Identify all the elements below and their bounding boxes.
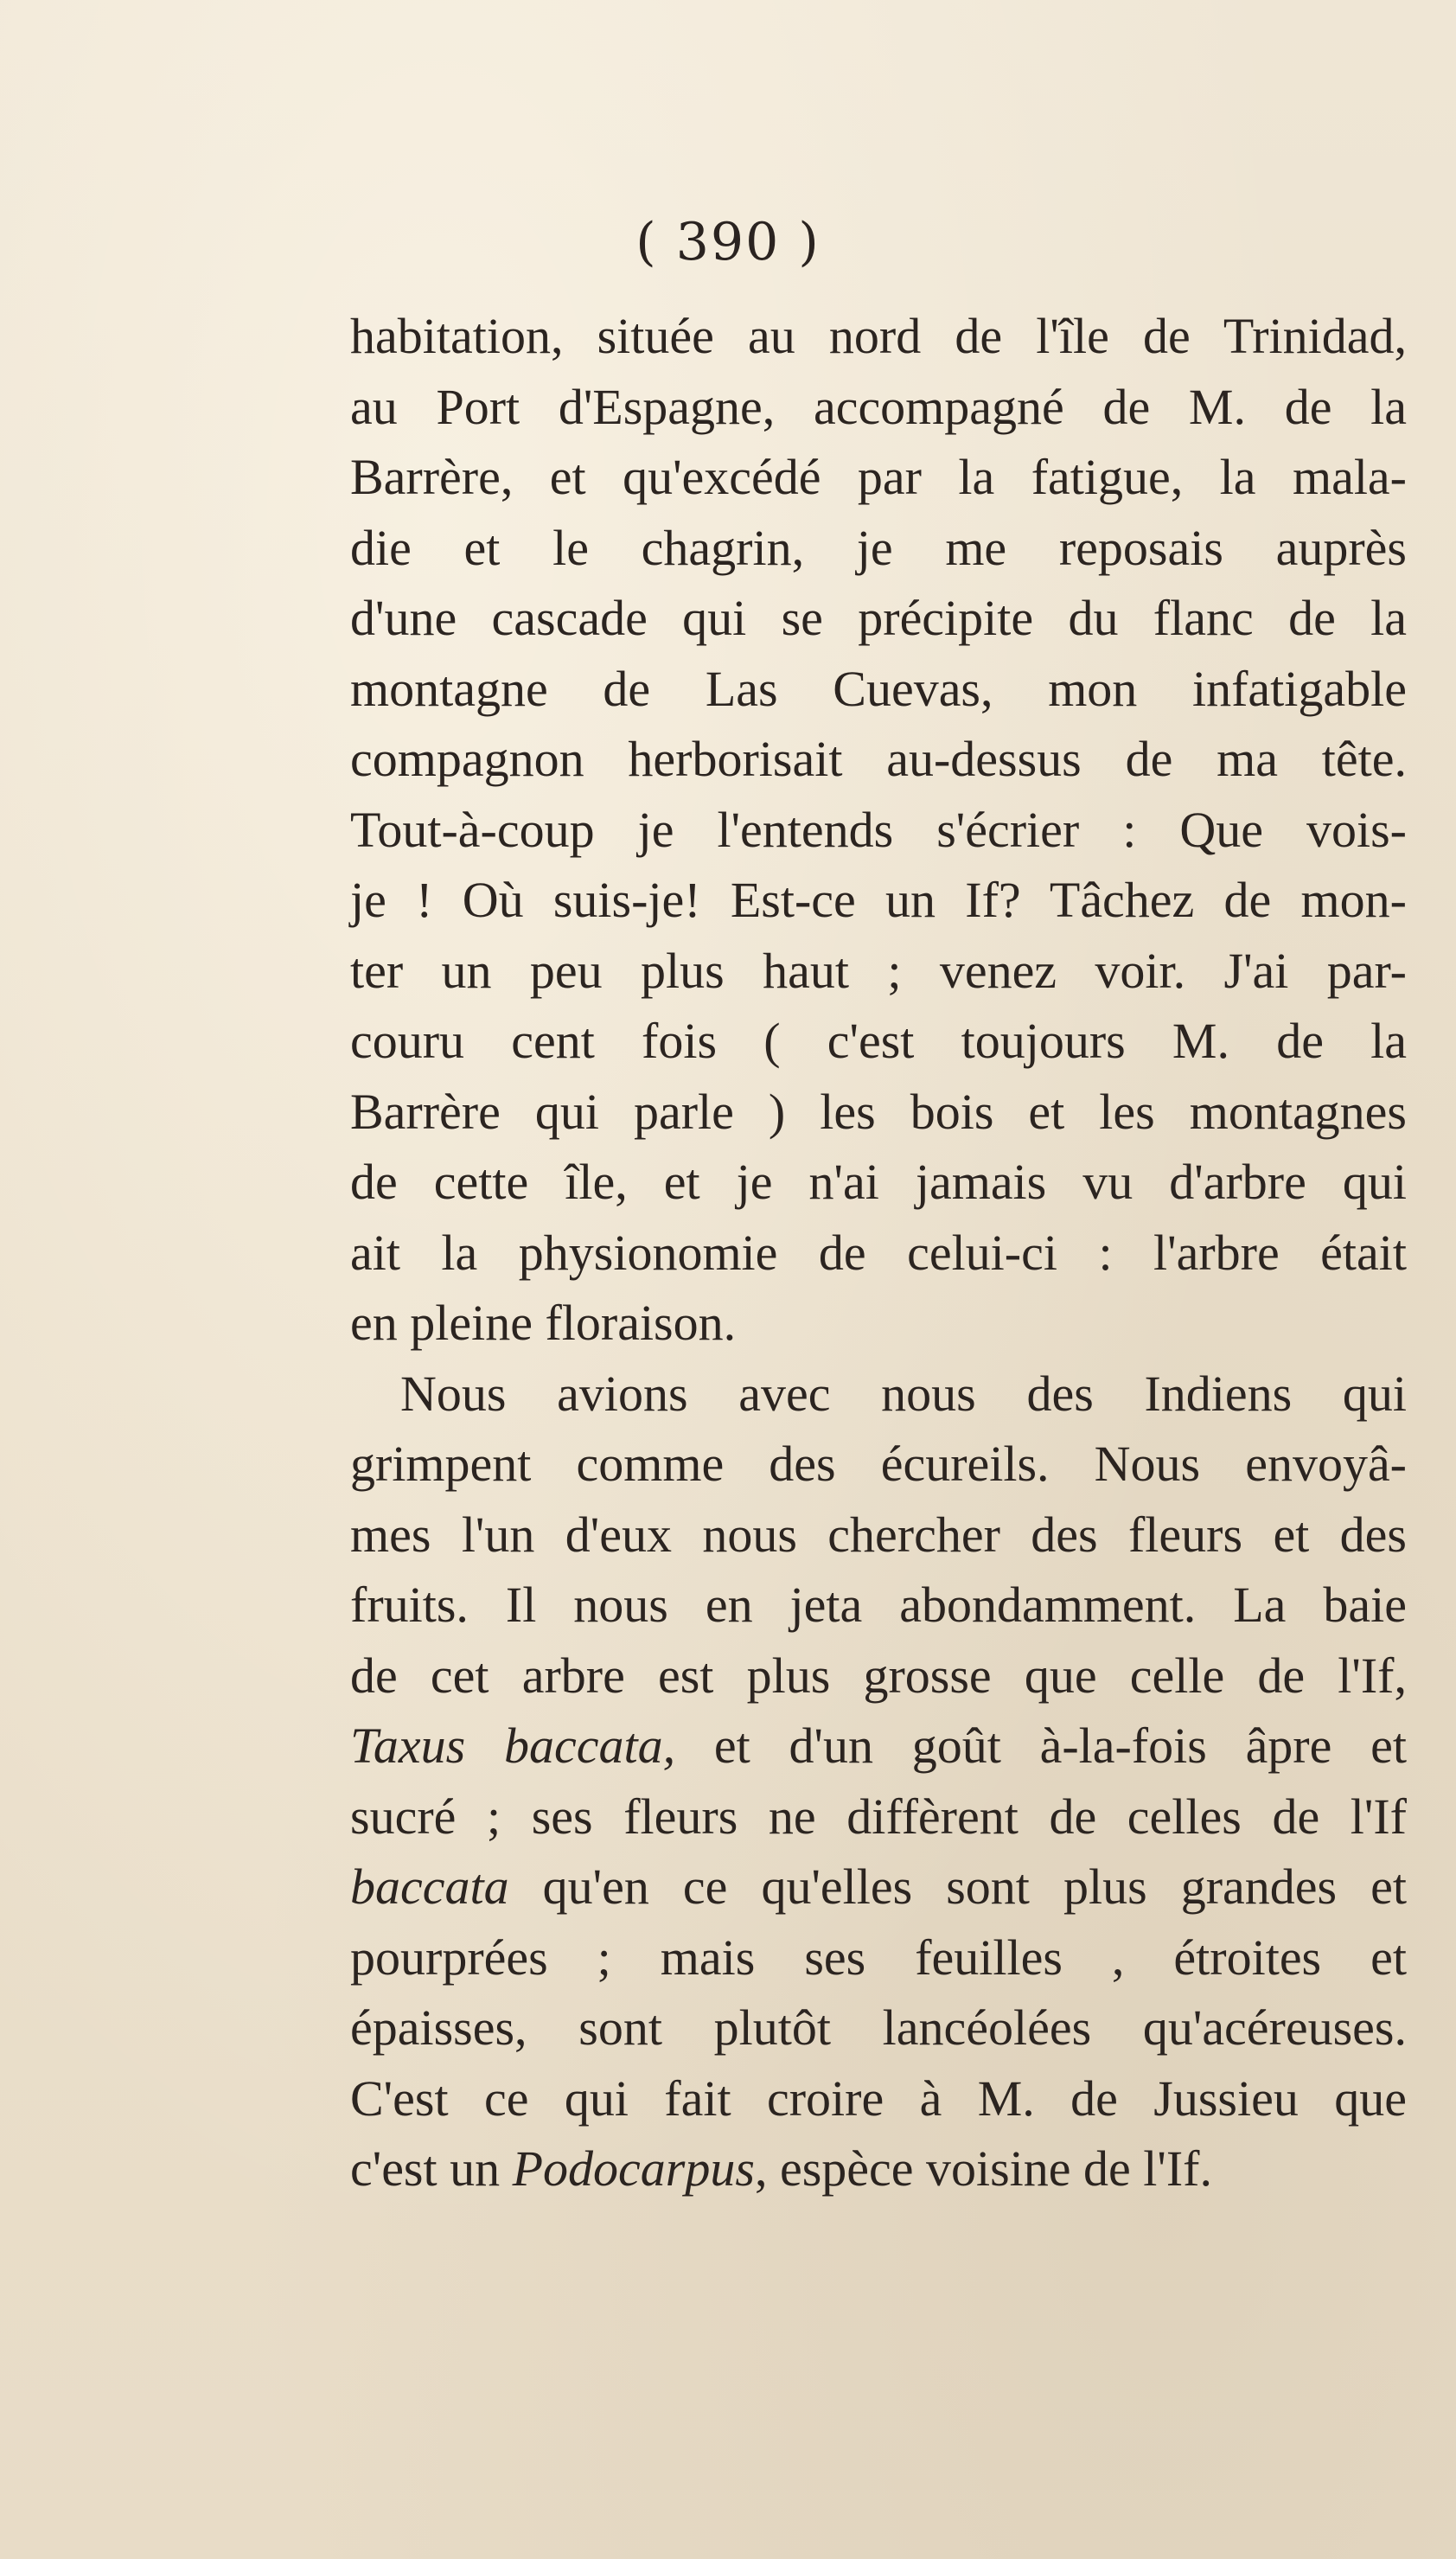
text-line: je ! Où suis-je! Est-ce un If? Tâchez de mon- (350, 872, 1407, 928)
text-line: ait la physionomie de celui-ci : l'arbre était (350, 1224, 1407, 1281)
page-number: ( 390 ) (635, 212, 821, 272)
text-line: Barrère qui parle ) les bois et les montagnes (350, 1083, 1407, 1140)
text-line: fruits. Il nous en jeta abondamment. La baie (350, 1577, 1407, 1633)
text-fragment: et d'un goût à-la-fois âpre et (675, 1718, 1407, 1774)
text-fragment: , espèce voisine de l'If. (754, 2140, 1212, 2197)
text-fragment: qu'en ce qu'elles sont plus grandes et (508, 1858, 1407, 1915)
italic-term: baccata (350, 1858, 509, 1915)
text-line (350, 1711, 1407, 1782)
text-line: Barrère, et qu'excédé par la fatigue, la mala- (350, 449, 1407, 505)
text-line: au Port d'Espagne, accompagné de M. de la (350, 378, 1407, 435)
text-line: die et le chagrin, je me reposais auprès (350, 519, 1407, 576)
body-text (350, 301, 1407, 2204)
text-line: Tout-à-coup je l'entends s'écrier : Que vois- (350, 801, 1407, 858)
text-line: grimpent comme des écureils. Nous envoyâ- (350, 1436, 1407, 1492)
text-line: de cet arbre est plus grosse que celle de l'If, (350, 1647, 1407, 1704)
text-line: compagnon herborisait au-dessus de ma tête. (350, 731, 1407, 787)
text-line: sucré ; ses fleurs ne diffèrent de celles de l'If (350, 1788, 1407, 1845)
text-line: ter un peu plus haut ; venez voir. J'ai par- (350, 942, 1407, 999)
text-line: mes l'un d'eux nous chercher des fleurs et des (350, 1506, 1407, 1563)
text-line: en pleine floraison. (350, 1295, 737, 1351)
text-line (350, 1852, 1407, 1922)
text-line: Nous avions avec nous des Indiens qui (400, 1365, 1407, 1422)
text-fragment: c'est un (350, 2140, 513, 2197)
text-line (350, 2134, 1407, 2204)
text-line: C'est ce qui fait croire à M. de Jussieu que (350, 2070, 1407, 2127)
text-line: couru cent fois ( c'est toujours M. de la (350, 1013, 1407, 1069)
text-line: pourprées ; mais ses feuilles , étroites et (350, 1929, 1407, 1986)
italic-term: Podocarpus (512, 2140, 755, 2197)
text-line: habitation, située au nord de l'île de Trinidad, (350, 308, 1407, 364)
text-line: montagne de Las Cuevas, mon infatigable (350, 660, 1407, 717)
italic-term: Taxus baccata, (350, 1718, 676, 1774)
text-line: épaisses, sont plutôt lancéolées qu'acéreuses. (350, 1999, 1407, 2056)
text-line: de cette île, et je n'ai jamais vu d'arbre qui (350, 1154, 1407, 1210)
text-line: d'une cascade qui se précipite du flanc de la (350, 590, 1407, 646)
